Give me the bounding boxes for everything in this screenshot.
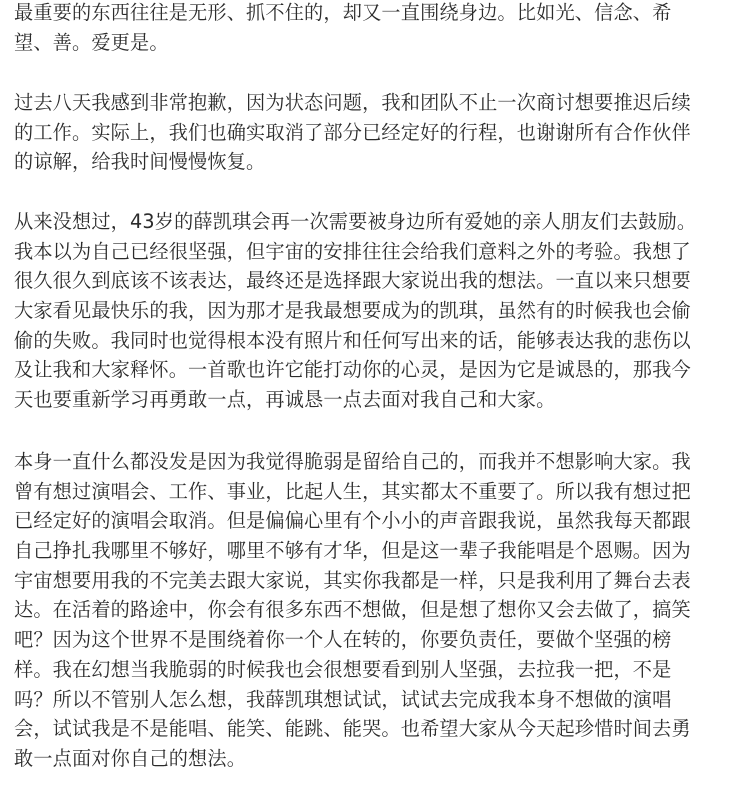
text-line: 偷的失败。我同时也觉得根本没有照片和任何写出来的话，能够表达我的悲伤以	[14, 328, 691, 352]
text-line: 大家看见最快乐的我，因为那才是我最想要成为的凯琪，虽然有的时候我也会偷	[14, 299, 691, 323]
paragraph-2	[14, 88, 691, 177]
text-line: 从来没想过，43岁的薛凯琪会再一次需要被身边所有爱她的亲人朋友们去鼓励。	[14, 210, 697, 233]
paragraph-3	[14, 207, 696, 415]
text-line: 很久很久到底该不该表达，最终还是选择跟大家说出我的想法。一直以来只想要	[14, 269, 691, 293]
text-line: 吧？因为这个世界不是围绕着你一个人在转的，你要负责任，要做个坚强的榜	[14, 628, 672, 652]
paragraph-1	[14, 0, 671, 57]
text-line: 达。在活着的路途中，你会有很多东西不想做，但是想了想你又会去做了，搞笑	[14, 598, 691, 622]
text-line: 的谅解，给我时间慢慢恢复。	[14, 150, 266, 174]
text-line: 吗？所以不管别人怎么想，我薛凯琪想试试，试试去完成我本身不想做的演唱	[14, 687, 672, 711]
text-line: 样。我在幻想当我脆弱的时候我也会很想要看到别人坚强，去拉我一把，不是	[14, 657, 672, 681]
text-line: 本身一直什么都没发是因为我觉得脆弱是留给自己的，而我并不想影响大家。我	[14, 450, 691, 473]
text-line: 已经定好的演唱会取消。但是偏偏心里有个小小的声音跟我说，虽然我每天都跟	[14, 509, 691, 533]
text-line: 及让我和大家释怀。一首歌也许它能打动你的心灵，是因为它是诚恳的，那我今	[14, 358, 691, 382]
text-line: 的工作。实际上，我们也确实取消了部分已经定好的行程，也谢谢所有合作伙伴	[14, 120, 691, 144]
paragraph-4	[14, 447, 691, 774]
text-line: 敢一点面对你自己的想法。	[14, 746, 247, 770]
text-line: 最重要的东西往往是无形、抓不住的，却又一直围绕身边。比如光、信念、希	[14, 1, 672, 24]
text-line: 宇宙想要用我的不完美去跟大家说，其实你我都是一样，只是我利用了舞台去表	[14, 568, 691, 592]
text-line: 过去八天我感到非常抱歉，因为状态问题，我和团队不止一次商讨想要推迟后续	[14, 91, 691, 114]
text-line: 我本以为自己已经很坚强，但宇宙的安排往往会给我们意料之外的考验。我想了	[14, 239, 691, 263]
text-line: 望、善。爱更是。	[14, 30, 169, 54]
text-line: 曾有想过演唱会、工作、事业，比起人生，其实都太不重要了。所以我有想过把	[14, 479, 691, 503]
text-line: 自己挣扎我哪里不够好，哪里不够有才华，但是这一辈子我能唱是个恩赐。因为	[14, 539, 691, 563]
text-line: 天也要重新学习再勇敢一点，再诚恳一点去面对我自己和大家。	[14, 388, 556, 412]
text-line: 会，试试我是不是能唱、能笑、能跳、能哭。也希望大家从今天起珍惜时间去勇	[14, 717, 691, 741]
